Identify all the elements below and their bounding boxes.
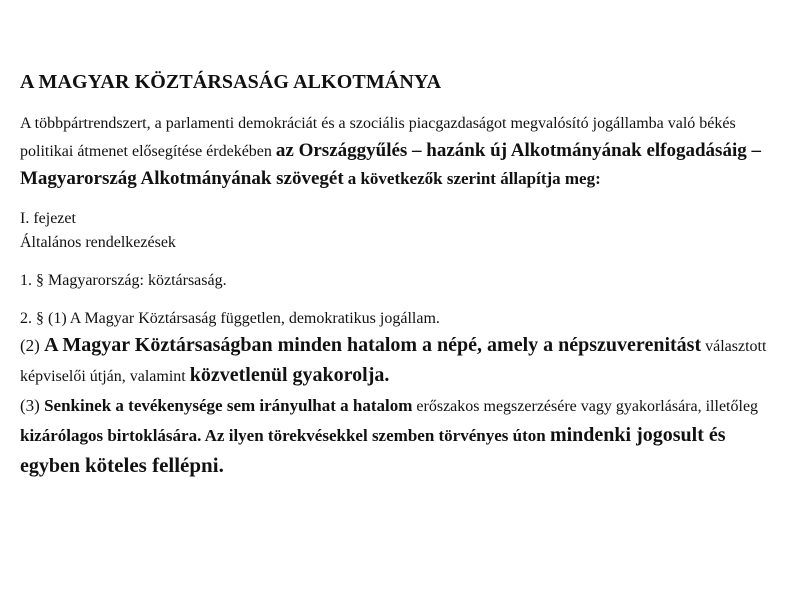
para-2-text-b: választott képviselői útján, valamint <box>20 338 767 385</box>
para-3-number: (3) <box>20 396 45 415</box>
section-2-para-2 <box>20 331 780 391</box>
section-2 <box>20 307 780 482</box>
para-2-emphasis-a: A Magyar Köztársaságban minden hatalom a népé, amely a népszuverenitást <box>44 334 702 356</box>
preamble-text-1: A többpártrendszert, a parlamenti demokráciát és a szociális piacgazdaságot megvalósító jogállamba való békés politikai átmenet elősegítése érdekében <box>20 115 736 160</box>
chapter-number: I. fejezet <box>20 210 76 227</box>
preamble-emphasis-1: az Országgyűlés – hazánk új Alkotmányának elfogadásáig – Magyarország Alkotmányának szövegét <box>20 140 761 189</box>
para-3-text-b: erőszakos megszerzésére vagy gyakorlására, illetőleg <box>412 398 759 415</box>
para-2-number: (2) <box>20 336 45 355</box>
para-3-emphasis-e: köteles fellépni. <box>85 453 224 477</box>
preamble-emphasis-2: a következők szerint állapítja meg: <box>347 169 601 188</box>
section-2-para-1: 2. § (1) A Magyar Köztársaság független, demokratikus jogállam. <box>20 310 440 327</box>
para-3-emphasis-d: mindenki jogosult és egyben <box>20 424 726 477</box>
section-1: 1. § Magyarország: köztársaság. <box>20 272 227 289</box>
para-3-emphasis-a: Senkinek a tevékenysége sem irányulhat a hatalom <box>44 396 413 415</box>
para-3-emphasis-c: kizárólagos birtoklására. Az ilyen törekvésekkel szemben törvényes úton <box>20 426 550 445</box>
chapter-title: Általános rendelkezések <box>20 234 176 251</box>
document-page <box>20 68 780 482</box>
section-2-para-3 <box>20 391 780 482</box>
para-2-emphasis-c: közvetlenül gyakorolja. <box>189 364 390 386</box>
document-title: A MAGYAR KÖZTÁRSASÁG ALKOTMÁNYA <box>20 71 442 93</box>
preamble-paragraph <box>20 110 780 193</box>
chapter-heading <box>20 207 780 255</box>
